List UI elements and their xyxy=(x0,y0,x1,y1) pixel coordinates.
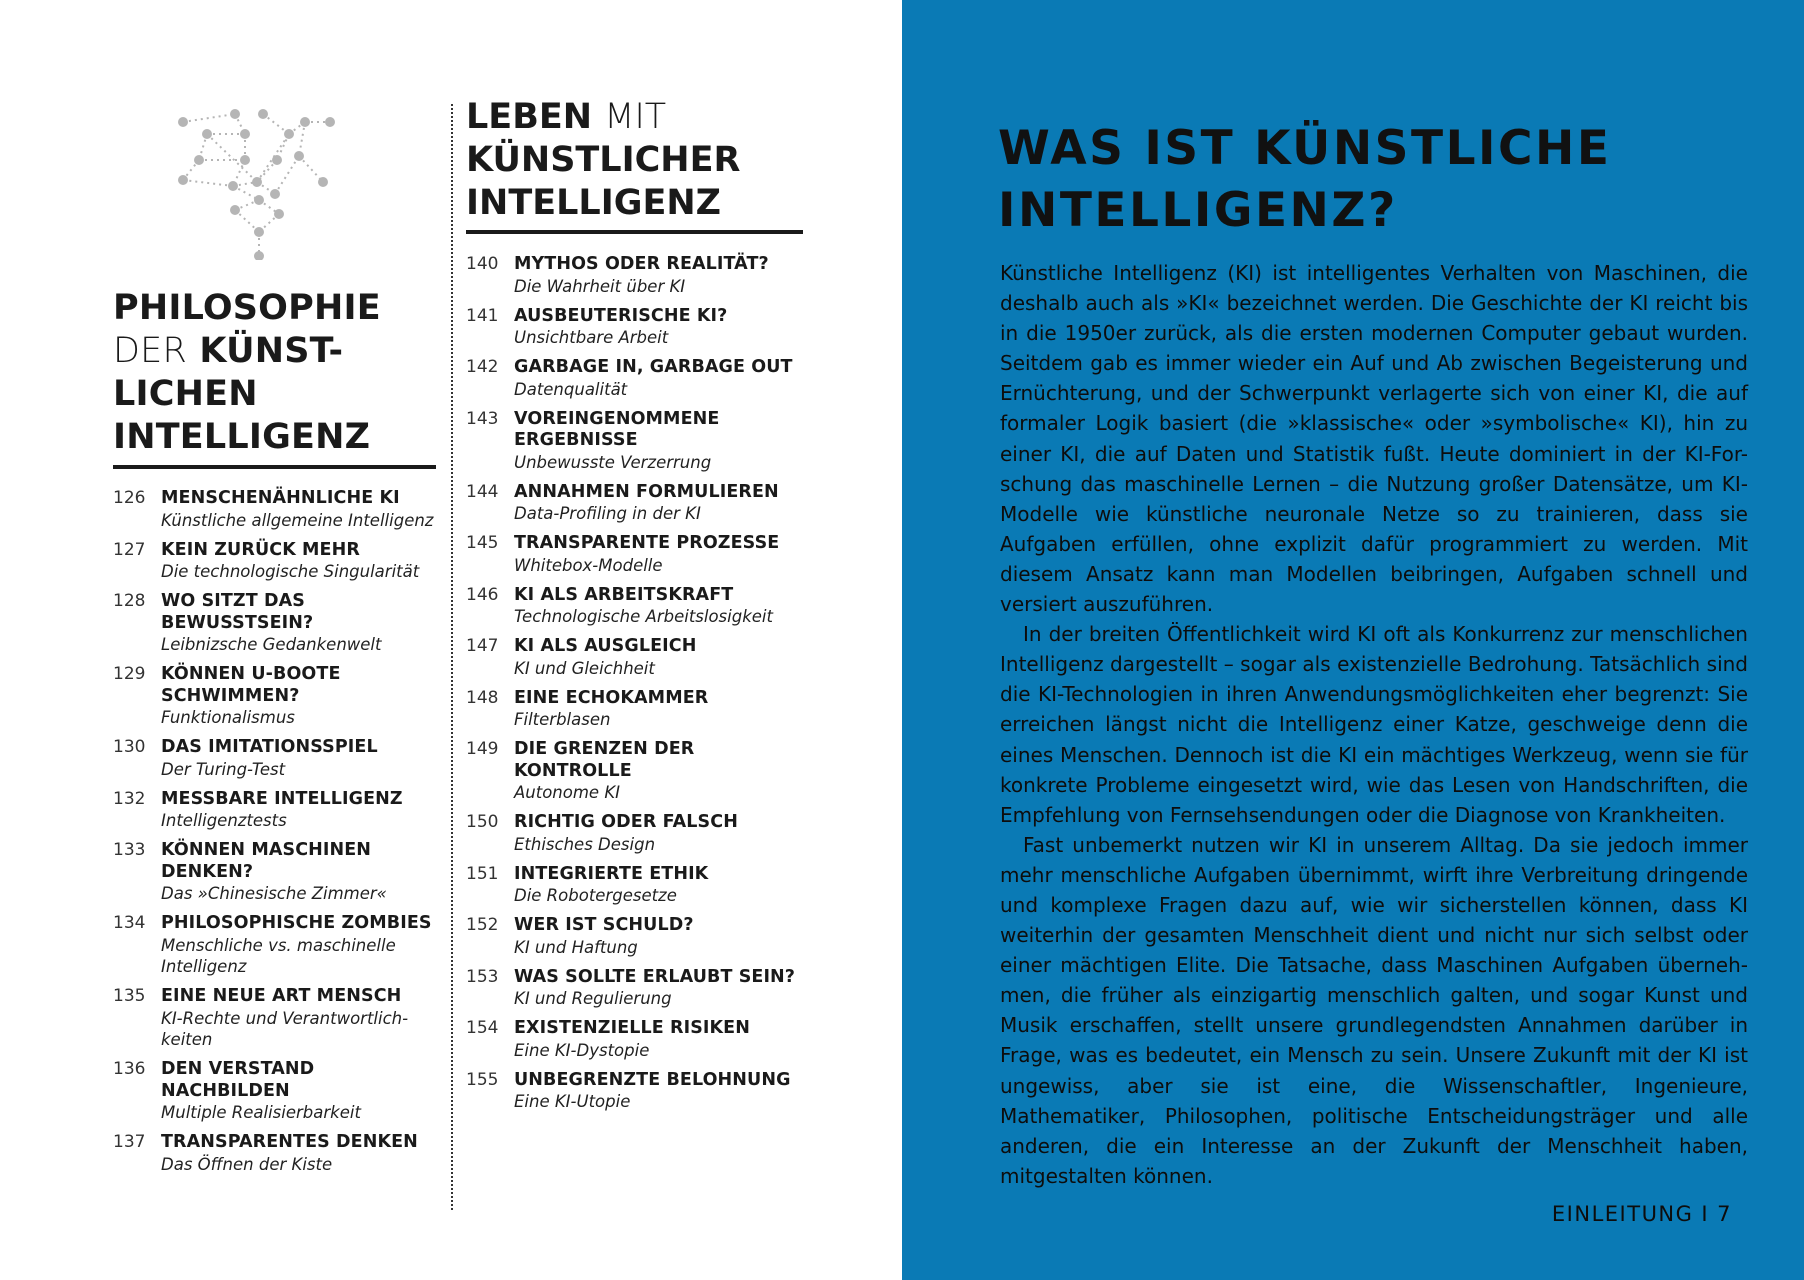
toc-entry[interactable] xyxy=(466,254,806,297)
toc-entry-title: KÖNNEN MASCHINEN DENKEN? xyxy=(161,840,372,882)
toc-entry[interactable] xyxy=(113,488,443,531)
toc-entry-subtitle: KI und Haftung xyxy=(514,937,638,957)
neural-network-icon xyxy=(175,100,365,260)
title-word: MIT xyxy=(604,97,667,137)
toc-entry-subtitle: Eine KI-Dystopie xyxy=(514,1040,650,1060)
toc-page-number: 140 xyxy=(466,254,499,274)
toc-entry-subtitle: Das »Chinesische Zimmer« xyxy=(161,884,387,903)
toc-entry-subtitle: Künstliche allgemeine Intelligenz xyxy=(161,510,434,530)
intro-body xyxy=(1000,258,1748,1191)
toc-entry-title: TRANSPARENTE PROZESSE xyxy=(514,533,780,553)
toc-page-number: 133 xyxy=(113,840,146,860)
toc-entry-title: AUSBEUTERISCHE KI? xyxy=(514,305,728,326)
toc-entry[interactable] xyxy=(113,540,443,583)
title-word: INTELLIGENZ xyxy=(113,417,371,457)
toc-entry[interactable] xyxy=(466,1018,806,1061)
toc-entry-subtitle: Das Öffnen der Kiste xyxy=(161,1154,333,1174)
toc-entry[interactable] xyxy=(113,664,443,729)
toc-entry[interactable] xyxy=(113,986,443,1051)
toc-entry[interactable] xyxy=(466,864,806,907)
toc-entry-title: WAS SOLLTE ERLAUBT SEIN? xyxy=(514,966,796,987)
toc-entry-title: PHILOSOPHISCHE ZOMBIES xyxy=(161,913,432,933)
toc-entry-title: EXISTENZIELLE RISIKEN xyxy=(514,1018,750,1038)
toc-entry[interactable] xyxy=(466,915,806,958)
toc-entry-title: KI ALS ARBEITSKRAFT xyxy=(514,584,734,605)
toc-page-number: 126 xyxy=(113,488,146,508)
toc-entry-subtitle: Whitebox-Modelle xyxy=(514,555,663,575)
toc-entry[interactable] xyxy=(466,482,806,525)
toc-entry-subtitle: Die Robotergesetze xyxy=(514,886,677,905)
toc-entry-subtitle: Die Wahrheit über KI xyxy=(514,276,686,296)
toc-page-number: 143 xyxy=(466,408,499,429)
toc-entry-title: WER IST SCHULD? xyxy=(514,915,694,935)
title-word: INTELLIGENZ xyxy=(466,183,722,223)
toc-page-number: 136 xyxy=(113,1059,146,1079)
toc-entry-title: EINE NEUE ART MENSCH xyxy=(161,986,402,1006)
toc-entry-subtitle: Technologische Arbeitslosigkeit xyxy=(514,607,773,626)
page-title-line: WAS IST KÜNSTLICHE xyxy=(998,121,1612,176)
toc-page-number: 148 xyxy=(466,687,499,708)
toc-entry[interactable] xyxy=(113,1059,443,1124)
toc-entry-title: DIE GRENZEN DER KONTROLLE xyxy=(514,739,695,781)
toc-page-number: 145 xyxy=(466,533,499,553)
toc-page-number: 132 xyxy=(113,788,146,809)
toc-entry-subtitle: Intelligenztests xyxy=(161,811,287,830)
toc-page-number: 149 xyxy=(466,739,499,759)
toc-list-philosophie xyxy=(113,488,443,1184)
toc-entry[interactable] xyxy=(466,739,806,804)
toc-page-number: 147 xyxy=(466,636,499,656)
toc-entry-subtitle: KI und Gleichheit xyxy=(514,658,655,678)
page-number: 7 xyxy=(1717,1202,1732,1226)
toc-page-number: 144 xyxy=(466,481,499,502)
toc-entry-title: DAS IMITATIONSSPIEL xyxy=(161,737,378,757)
toc-entry-subtitle: Datenqualität xyxy=(514,379,628,399)
title-word: DER xyxy=(113,331,187,371)
toc-entry[interactable] xyxy=(466,533,806,576)
toc-page-number: 155 xyxy=(466,1069,499,1090)
toc-page-number: 151 xyxy=(466,863,499,884)
toc-entry-title: KI ALS AUSGLEICH xyxy=(514,636,697,656)
toc-entry-subtitle: Die technologische Singularität xyxy=(161,562,420,581)
toc-entry-title: EINE ECHOKAMMER xyxy=(514,687,709,708)
toc-entry-subtitle: Multiple Realisierbarkeit xyxy=(161,1103,361,1122)
toc-entry-title: MESSBARE INTELLIGENZ xyxy=(161,788,403,809)
toc-page-number: 134 xyxy=(113,913,146,933)
toc-entry-subtitle: Filterblasen xyxy=(514,710,611,729)
section-title-leben xyxy=(466,96,806,225)
title-word: LEBEN xyxy=(466,97,593,137)
toc-entry-title: TRANSPARENTES DENKEN xyxy=(161,1132,418,1152)
toc-entry[interactable] xyxy=(113,591,443,656)
toc-entry-title: WO SITZT DAS BEWUSSTSEIN? xyxy=(161,591,314,633)
toc-entry-subtitle: Autonome KI xyxy=(514,783,621,802)
title-word: KÜNSTLICHER xyxy=(466,140,741,180)
section-title-philosophie xyxy=(113,287,443,459)
toc-page-number: 137 xyxy=(113,1132,146,1152)
toc-entry-subtitle: KI und Regulierung xyxy=(514,989,672,1008)
toc-page-number: 146 xyxy=(466,584,499,605)
toc-entry[interactable] xyxy=(466,636,806,679)
toc-entry-subtitle: Ethisches Design xyxy=(514,834,656,854)
toc-entry[interactable] xyxy=(466,409,806,474)
toc-page-number: 153 xyxy=(466,966,499,987)
toc-entry-title: MENSCHENÄHNLICHE KI xyxy=(161,488,400,508)
toc-entry-title: INTEGRIERTE ETHIK xyxy=(514,863,709,884)
toc-entry-subtitle: Data-Profiling in der KI xyxy=(514,504,701,523)
toc-page-number: 127 xyxy=(113,539,146,560)
toc-entry[interactable] xyxy=(466,688,806,731)
toc-entry[interactable] xyxy=(466,1070,806,1113)
toc-entry-subtitle: Menschliche vs. maschinelle Intelligenz xyxy=(161,935,396,976)
page-title xyxy=(998,118,1738,242)
toc-entry-title: KÖNNEN U-BOOTE SCHWIMMEN? xyxy=(161,664,341,706)
toc-page-number: 128 xyxy=(113,591,146,611)
page-title-line: INTELLIGENZ? xyxy=(998,183,1398,238)
toc-page-number: 130 xyxy=(113,737,146,757)
toc-page-number: 142 xyxy=(466,357,499,377)
toc-entry-subtitle: KI-Rechte und Verantwortlich-keiten xyxy=(161,1008,409,1049)
toc-entry[interactable] xyxy=(113,913,443,978)
page-footer xyxy=(1552,1202,1732,1226)
toc-page-number: 152 xyxy=(466,915,499,935)
toc-entry[interactable] xyxy=(466,306,806,349)
title-word: KÜNST- xyxy=(199,331,344,371)
toc-entry-subtitle: Funktionalismus xyxy=(161,708,295,727)
toc-entry-subtitle: Der Turing-Test xyxy=(161,759,286,779)
toc-entry-subtitle: Unbewusste Verzerrung xyxy=(514,452,712,472)
intro-paragraph: Fast unbemerkt nutzen wir KI in unserem Alltag. Da sie jedoch immer mehr menschliche Aufgaben übernimmt, wirft ihre Verbreitung dringende und komplexe Fragen dazu auf, wie wir sicherstellen können, dass KI weiterhin der gesamten Menschheit dient und nicht nur sich selbst oder einer mächtigen Elite. Die Tatsache, dass Maschinen Aufgaben überneh-men, die früher als einzigartig menschlich galten, und sogar Kunst und Musik erschaffen, stellt unsere grundlegendsten Annahmen darüber in Frage, was es bedeutet, ein Mensch zu sein. Unsere Zukunft mit der KI ist ungewiss, aber sie ist eine, die Wissenschaftler, Ingenieure, Mathematiker, Philosophen, politische Entscheidungsträger und alle anderen, die ein Interesse an der Zukunft der Menschheit haben, mitgestalten können. xyxy=(1000,832,1748,1188)
section-divider xyxy=(466,230,803,234)
footer-section: EINLEITUNG xyxy=(1551,1202,1694,1226)
toc-page-number: 150 xyxy=(466,812,499,832)
toc-entry-title: VOREINGENOMMENE ERGEBNISSE xyxy=(514,408,720,450)
toc-page-number: 135 xyxy=(113,986,146,1006)
toc-entry[interactable] xyxy=(113,1132,443,1175)
toc-entry-title: GARBAGE IN, GARBAGE OUT xyxy=(514,357,793,377)
title-word: LICHEN xyxy=(113,374,258,414)
toc-entry[interactable] xyxy=(466,585,806,628)
toc-entry[interactable] xyxy=(113,840,443,905)
toc-entry[interactable] xyxy=(113,737,443,780)
toc-entry[interactable] xyxy=(466,357,806,400)
toc-entry-title: UNBEGRENZTE BELOHNUNG xyxy=(514,1069,791,1090)
footer-separator: I xyxy=(1701,1202,1710,1226)
toc-page-number: 129 xyxy=(113,664,146,684)
toc-page-number: 141 xyxy=(466,305,499,326)
toc-entry-title: ANNAHMEN FORMULIEREN xyxy=(514,481,779,502)
section-divider xyxy=(113,465,436,469)
toc-page-number: 154 xyxy=(466,1018,499,1038)
dotted-column-divider xyxy=(451,104,453,1210)
toc-entry[interactable] xyxy=(466,967,806,1010)
toc-entry-title: DEN VERSTAND NACHBILDEN xyxy=(161,1059,315,1101)
toc-entry-subtitle: Unsichtbare Arbeit xyxy=(514,328,669,347)
intro-paragraph: In der breiten Öffentlichkeit wird KI oft als Konkurrenz zur menschlichen Intelligenz dargestellt – sogar als existenzielle Bedrohung. Tatsächlich sind die KI-Technologien in ihren Anwendungsmöglichkeiten eher begrenzt: Sie erreichen längst nicht die Intelligenz einer Katze, geschweige denn die eines Menschen. Dennoch ist die KI ein mächtiges Werkzeug, wenn sie für konkrete Probleme eingesetzt wird, wie das Lesen von Handschriften, die Empfehlung von Fernsehsendungen oder die Diagnose von Krankheiten. xyxy=(1000,622,1748,827)
toc-entry-subtitle: Eine KI-Utopie xyxy=(514,1092,631,1111)
toc-entry-title: KEIN ZURÜCK MEHR xyxy=(161,539,360,560)
toc-entry-title: MYTHOS ODER REALITÄT? xyxy=(514,254,769,274)
toc-entry-title: RICHTIG ODER FALSCH xyxy=(514,812,738,832)
toc-list-leben xyxy=(466,254,806,1121)
toc-entry-subtitle: Leibnizsche Gedankenwelt xyxy=(161,635,382,654)
title-word: PHILOSOPHIE xyxy=(113,288,381,328)
intro-paragraph: Künstliche Intelligenz (KI) ist intelligentes Verhalten von Maschinen, die deshalb auch als »KI« bezeichnet werden. Die Geschichte der KI reicht bis in die 1950er zurück, als die ersten modernen Computer gebaut wurden. Seitdem gab es immer wieder ein Auf und Ab zwischen Begeisterung und Ernüchterung, und der Schwerpunkt verlagerte sich von einer KI, die auf formaler Logik basiert (die »klassische« oder »symbolische« KI), hin zu einer KI, die auf Daten und Statistik fußt. Heute dominiert in der KI-For-schung das maschinelle Lernen – die Nutzung großer Datensätze, um KI-Modelle wie künstliche neuronale Netze so zu trainieren, dass sie Aufgaben erfüllen, ohne explizit dafür programmiert zu werden. Mit diesem Ansatz kann man Modellen beibringen, Aufgaben schnell und versiert auszuführen. xyxy=(1000,261,1748,617)
toc-entry[interactable] xyxy=(466,812,806,855)
toc-entry[interactable] xyxy=(113,789,443,832)
